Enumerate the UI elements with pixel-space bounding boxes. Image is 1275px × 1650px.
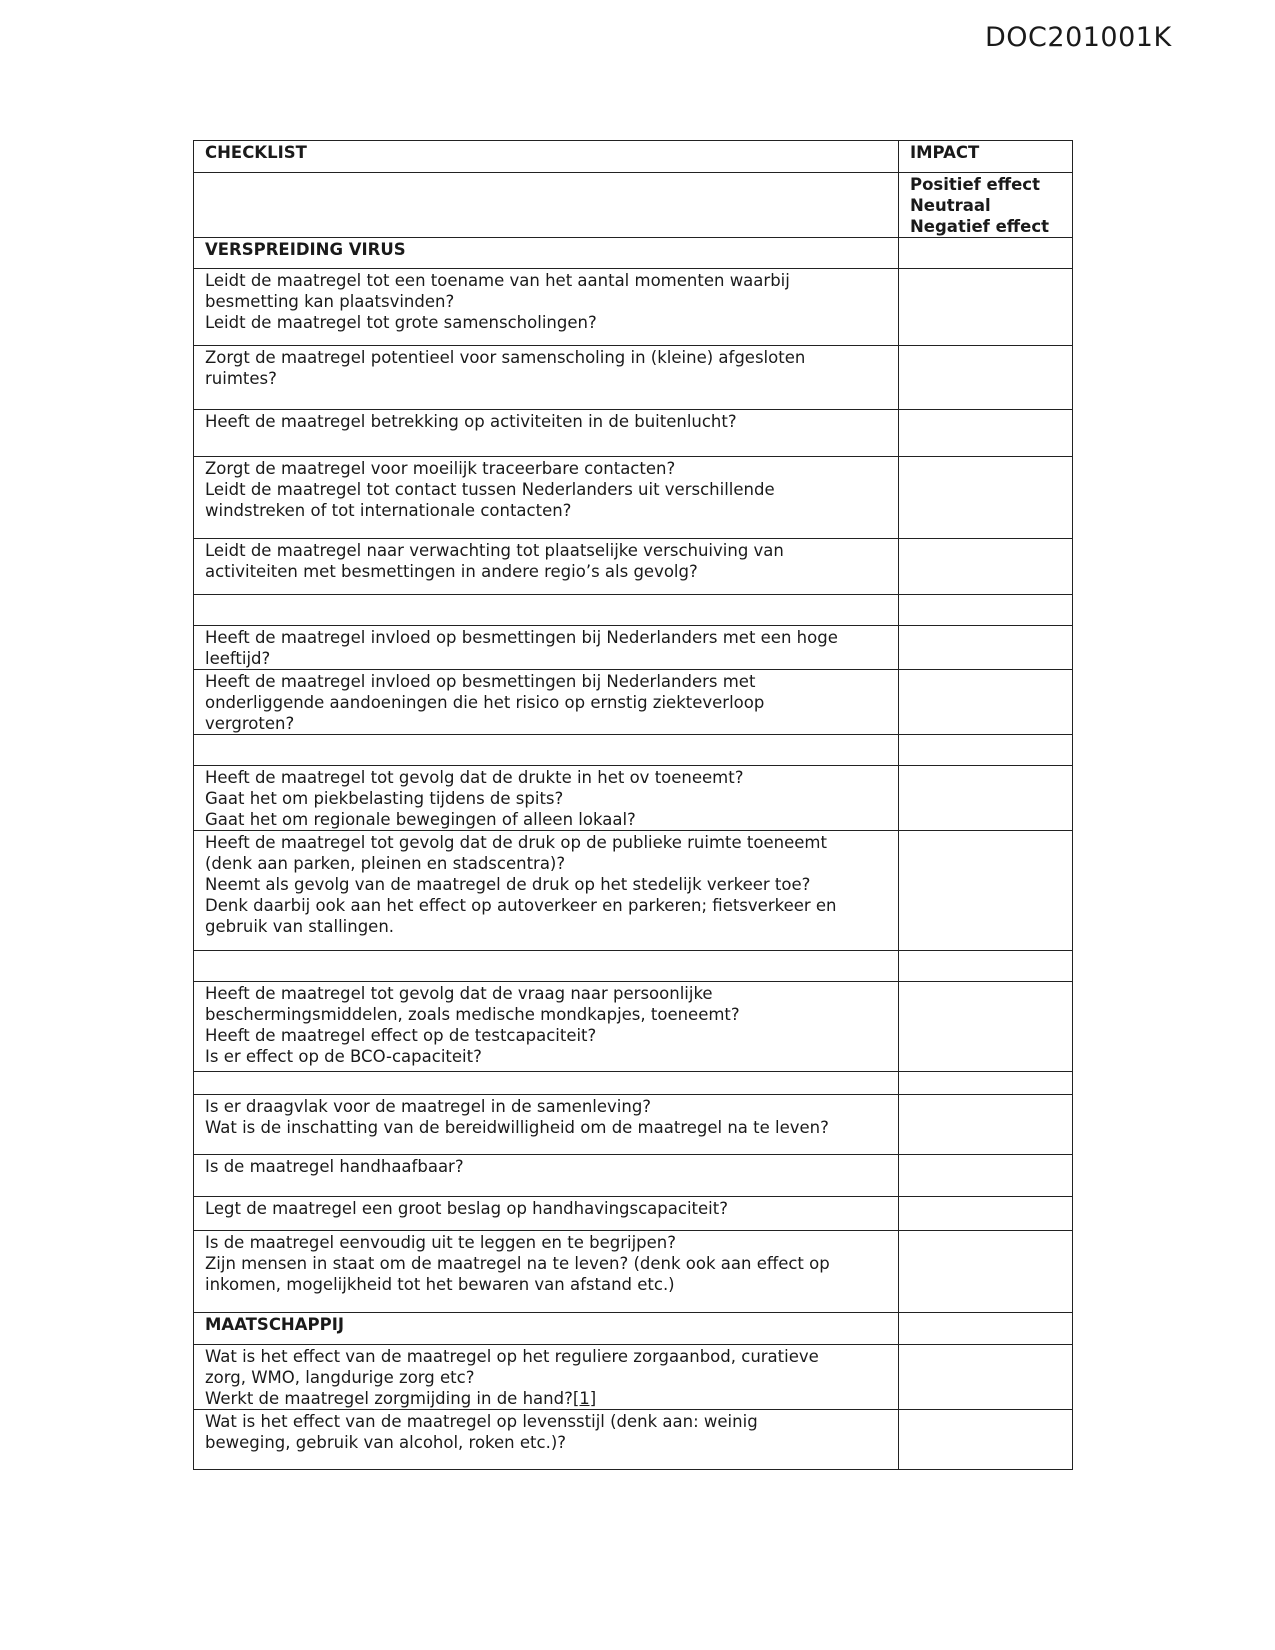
spacer-row <box>194 735 1073 766</box>
question-line: onderliggende aandoeningen die het risico op ernstig ziekteverloop <box>205 693 765 712</box>
question-line: Gaat het om regionale bewegingen of alleen lokaal? <box>205 810 636 829</box>
table-row <box>194 269 1073 346</box>
table-row <box>194 346 1073 410</box>
question-cell <box>194 1197 899 1231</box>
question-line: beweging, gebruik van alcohol, roken etc.)? <box>205 1433 567 1452</box>
question-line: Wat is de inschatting van de bereidwilligheid om de maatregel na te leven? <box>205 1118 829 1137</box>
impact-cell <box>899 1095 1073 1155</box>
checklist-table <box>193 140 1073 1470</box>
question-cell <box>194 457 899 539</box>
section-title-verspreiding: VERSPREIDING VIRUS <box>194 238 899 269</box>
empty-cell <box>194 1072 899 1095</box>
impact-cell <box>899 269 1073 346</box>
question-cell <box>194 670 899 735</box>
checklist-header: CHECKLIST <box>194 141 899 173</box>
question-cell <box>194 1155 899 1197</box>
impact-header: IMPACT <box>899 141 1073 173</box>
table-row <box>194 670 1073 735</box>
table-row <box>194 831 1073 951</box>
question-line: Heeft de maatregel betrekking op activiteiten in de buitenlucht? <box>205 412 737 431</box>
question-line: Wat is het effect van de maatregel op levensstijl (denk aan: weinig <box>205 1412 758 1431</box>
impact-cell <box>899 951 1073 982</box>
question-line: Heeft de maatregel tot gevolg dat de vraag naar persoonlijke <box>205 984 713 1003</box>
legend-row <box>194 173 1073 238</box>
table-row <box>194 410 1073 457</box>
table-row <box>194 1231 1073 1313</box>
table-row <box>194 1345 1073 1410</box>
empty-cell <box>194 951 899 982</box>
question-cell <box>194 410 899 457</box>
impact-cell <box>899 1197 1073 1231</box>
question-cell <box>194 626 899 670</box>
table-row <box>194 626 1073 670</box>
impact-cell <box>899 670 1073 735</box>
legend-negatief: Negatief effect <box>910 217 1050 236</box>
impact-cell <box>899 982 1073 1072</box>
spacer-row <box>194 1072 1073 1095</box>
question-line: (denk aan parken, pleinen en stadscentra)? <box>205 854 566 873</box>
question-cell <box>194 1410 899 1470</box>
legend-positief: Positief effect <box>910 175 1040 194</box>
impact-cell <box>899 1313 1073 1345</box>
question-cell <box>194 766 899 831</box>
impact-cell <box>899 595 1073 626</box>
impact-cell <box>899 1345 1073 1410</box>
table-row <box>194 982 1073 1072</box>
question-cell <box>194 1345 899 1410</box>
question-line: inkomen, mogelijkheid tot het bewaren van afstand etc.) <box>205 1275 675 1294</box>
question-line: Leidt de maatregel tot grote samenscholingen? <box>205 313 597 332</box>
section-row <box>194 238 1073 269</box>
impact-cell <box>899 1231 1073 1313</box>
question-line: Wat is het effect van de maatregel op het reguliere zorgaanbod, curatieve <box>205 1347 819 1366</box>
impact-cell <box>899 1155 1073 1197</box>
question-line: Legt de maatregel een groot beslag op handhavingscapaciteit? <box>205 1199 728 1218</box>
section-title-maatschappij: MAATSCHAPPIJ <box>194 1313 899 1345</box>
impact-cell <box>899 457 1073 539</box>
table-row <box>194 1155 1073 1197</box>
question-line: Is de maatregel eenvoudig uit te leggen en te begrijpen? <box>205 1233 676 1252</box>
question-cell <box>194 982 899 1072</box>
question-line: Neemt als gevolg van de maatregel de druk op het stedelijk verkeer toe? <box>205 875 811 894</box>
question-line: Zorgt de maatregel voor moeilijk traceerbare contacten? <box>205 459 676 478</box>
question-line: Leidt de maatregel tot een toename van het aantal momenten waarbij <box>205 271 790 290</box>
table-row <box>194 1095 1073 1155</box>
question-text: Werkt de maatregel zorgmijding in de hand? <box>205 1389 573 1408</box>
question-line: Heeft de maatregel tot gevolg dat de drukte in het ov toeneemt? <box>205 768 744 787</box>
question-line: Zorgt de maatregel potentieel voor samenscholing in (kleine) afgesloten <box>205 348 806 367</box>
spacer-row <box>194 595 1073 626</box>
question-line: ruimtes? <box>205 369 277 388</box>
impact-cell <box>899 539 1073 595</box>
empty-cell <box>194 735 899 766</box>
impact-cell <box>899 346 1073 410</box>
question-line: Denk daarbij ook aan het effect op autoverkeer en parkeren; fietsverkeer en <box>205 896 837 915</box>
empty-cell <box>194 595 899 626</box>
question-line: Leidt de maatregel tot contact tussen Nederlanders uit verschillende <box>205 480 775 499</box>
question-line: Is er draagvlak voor de maatregel in de samenleving? <box>205 1097 652 1116</box>
impact-cell <box>899 766 1073 831</box>
question-line: Heeft de maatregel effect op de testcapaciteit? <box>205 1026 597 1045</box>
header-row <box>194 141 1073 173</box>
question-line: Heeft de maatregel invloed op besmettingen bij Nederlanders met een hoge <box>205 628 838 647</box>
question-line: gebruik van stallingen. <box>205 917 395 936</box>
question-line: besmetting kan plaatsvinden? <box>205 292 455 311</box>
question-line: Is de maatregel handhaafbaar? <box>205 1157 464 1176</box>
legend-neutraal: Neutraal <box>910 196 991 215</box>
question-line: zorg, WMO, langdurige zorg etc? <box>205 1368 475 1387</box>
question-cell <box>194 1231 899 1313</box>
question-line: Leidt de maatregel naar verwachting tot plaatselijke verschuiving van <box>205 541 784 560</box>
question-cell <box>194 346 899 410</box>
impact-cell <box>899 735 1073 766</box>
question-cell <box>194 269 899 346</box>
impact-cell <box>899 1410 1073 1470</box>
impact-cell <box>899 626 1073 670</box>
table-row <box>194 766 1073 831</box>
impact-cell <box>899 1072 1073 1095</box>
section-row <box>194 1313 1073 1345</box>
table-row <box>194 457 1073 539</box>
question-cell <box>194 539 899 595</box>
question-line: vergroten? <box>205 714 295 733</box>
impact-cell <box>899 831 1073 951</box>
question-line: activiteiten met besmettingen in andere regio’s als gevolg? <box>205 562 698 581</box>
footnote-link[interactable]: [1] <box>572 1389 597 1408</box>
spacer-row <box>194 951 1073 982</box>
question-line: Heeft de maatregel invloed op besmettingen bij Nederlanders met <box>205 672 756 691</box>
question-line: leeftijd? <box>205 649 271 668</box>
document-id: DOC201001K <box>985 22 1172 53</box>
question-line: Heeft de maatregel tot gevolg dat de druk op de publieke ruimte toeneemt <box>205 833 827 852</box>
question-line: Is er effect op de BCO-capaciteit? <box>205 1047 482 1066</box>
legend-blank-cell <box>194 173 899 238</box>
question-cell <box>194 831 899 951</box>
table-row <box>194 539 1073 595</box>
question-line: Gaat het om piekbelasting tijdens de spits? <box>205 789 564 808</box>
impact-cell <box>899 238 1073 269</box>
table-row <box>194 1197 1073 1231</box>
question-line: beschermingsmiddelen, zoals medische mondkapjes, toeneemt? <box>205 1005 740 1024</box>
question-line: windstreken of tot internationale contacten? <box>205 501 572 520</box>
question-line <box>205 1388 888 1409</box>
impact-legend <box>899 173 1073 238</box>
question-cell <box>194 1095 899 1155</box>
table-row <box>194 1410 1073 1470</box>
impact-cell <box>899 410 1073 457</box>
question-line: Zijn mensen in staat om de maatregel na te leven? (denk ook aan effect op <box>205 1254 830 1273</box>
